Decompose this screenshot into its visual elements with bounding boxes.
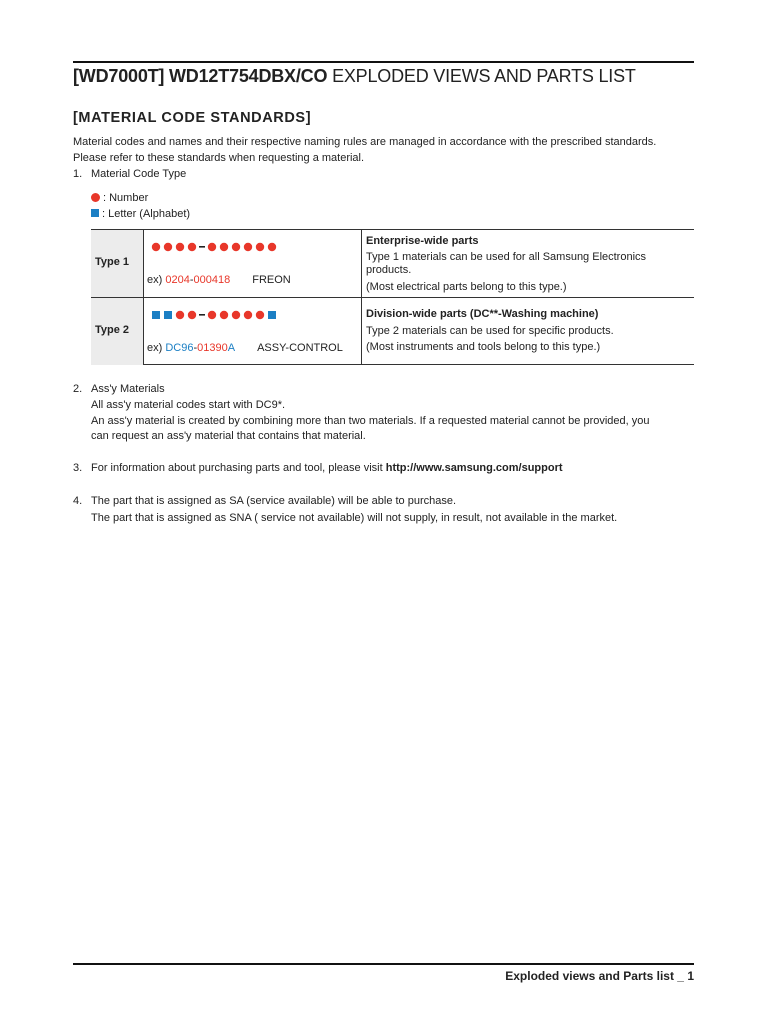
number-dot-icon xyxy=(244,243,252,251)
page-title xyxy=(73,65,636,87)
item-3-text: For information about purchasing parts and tool, please visit http://www.samsung.com/support xyxy=(91,462,563,474)
code-pattern xyxy=(147,236,357,256)
item-2-title: Ass'y Materials xyxy=(91,383,165,395)
intro-line-2: Please refer to these standards when requesting a material. xyxy=(73,152,365,164)
item-2-line: All ass'y material codes start with DC9*. xyxy=(91,399,286,411)
number-dot-icon xyxy=(232,311,240,319)
red-dot-icon xyxy=(91,193,100,202)
number-dot-icon xyxy=(256,311,264,319)
example-name: FREON xyxy=(252,274,291,286)
section-heading: [MATERIAL CODE STANDARDS] xyxy=(73,110,312,126)
item-2-line: can request an ass'y material that contains that material. xyxy=(91,430,366,442)
dash-icon xyxy=(199,314,205,316)
item-1-title: Material Code Type xyxy=(91,168,187,180)
item-4-line: The part that is assigned as SNA ( service not available) will not supply, in result, not available in the market. xyxy=(91,512,618,524)
number-dot-icon xyxy=(232,243,240,251)
number-dot-icon xyxy=(244,311,252,319)
number-dot-icon xyxy=(188,243,196,251)
number-dot-icon xyxy=(220,311,228,319)
code-example: ex) 0204-000418 FREON xyxy=(147,274,291,286)
table-row xyxy=(91,298,694,365)
item-4-number: 4. xyxy=(73,495,83,507)
dash-icon xyxy=(199,246,205,248)
desc-note: (Most electrical parts belong to this type.) xyxy=(366,281,567,293)
number-dot-icon xyxy=(176,243,184,251)
desc-line: Type 1 materials can be used for all Samsung Electronics products. xyxy=(366,251,647,276)
number-dot-icon xyxy=(152,243,160,251)
item-4-line: The part that is assigned as SA (service available) will be able to purchase. xyxy=(91,495,457,507)
number-dot-icon xyxy=(164,243,172,251)
desc-title: Division-wide parts (DC**-Washing machine) xyxy=(366,308,599,320)
code-example: ex) DC96-01390A ASSY-CONTROL xyxy=(147,342,343,354)
table-row xyxy=(91,230,694,298)
support-link[interactable]: http://www.samsung.com/support xyxy=(385,462,563,474)
desc-line: Type 2 materials can be used for specific products. xyxy=(366,325,614,337)
type-label: Type 2 xyxy=(95,324,130,336)
letter-square-icon xyxy=(164,311,172,319)
number-dot-icon xyxy=(208,243,216,251)
desc-note: (Most instruments and tools belong to this type.) xyxy=(366,341,601,353)
legend-number: : Number xyxy=(91,190,148,206)
letter-square-icon xyxy=(152,311,160,319)
type-label: Type 1 xyxy=(95,256,130,268)
number-dot-icon xyxy=(176,311,184,319)
example-name: ASSY-CONTROL xyxy=(257,342,343,354)
intro-line-1: Material codes and names and their respective naming rules are managed in accordance with the prescribed standards. xyxy=(73,136,657,148)
footer-rule xyxy=(73,963,694,965)
legend-letter: : Letter (Alphabet) xyxy=(91,206,190,222)
title-subtitle: EXPLODED VIEWS AND PARTS LIST xyxy=(327,66,636,86)
letter-square-icon xyxy=(268,311,276,319)
number-dot-icon xyxy=(188,311,196,319)
number-dot-icon xyxy=(208,311,216,319)
material-code-table xyxy=(91,229,694,365)
number-dot-icon xyxy=(268,243,276,251)
top-rule xyxy=(73,61,694,63)
number-dot-icon xyxy=(256,243,264,251)
item-2-number: 2. xyxy=(73,383,83,395)
blue-square-icon xyxy=(91,209,99,217)
item-1-number: 1. xyxy=(73,168,83,180)
item-2-line: An ass'y material is created by combining more than two materials. If a requested material cannot be provided, you xyxy=(91,415,650,427)
desc-title: Enterprise-wide parts xyxy=(366,235,479,247)
item-3-number: 3. xyxy=(73,462,83,474)
page-footer: Exploded views and Parts list _ 1 xyxy=(505,969,694,983)
title-model: [WD7000T] WD12T754DBX/CO xyxy=(73,66,328,86)
number-dot-icon xyxy=(220,243,228,251)
code-pattern xyxy=(147,304,357,324)
